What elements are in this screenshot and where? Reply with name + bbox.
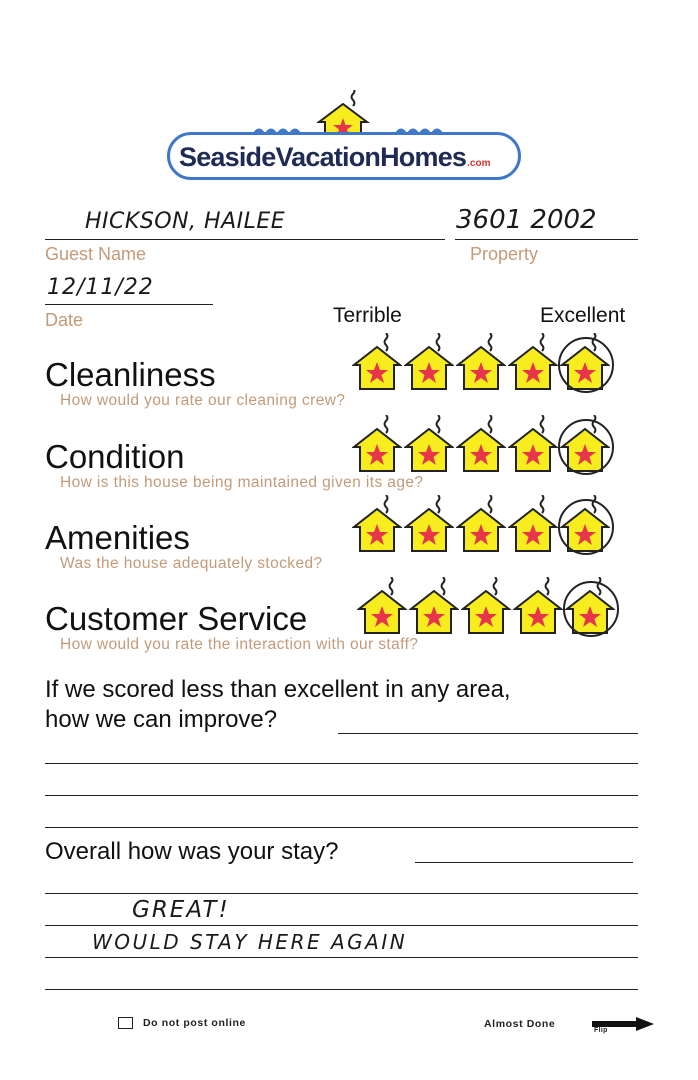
rating-house-icon[interactable]	[352, 495, 402, 553]
date-line	[45, 304, 213, 305]
rating-house-icon[interactable]	[560, 415, 610, 473]
rating-house-icon[interactable]	[409, 577, 459, 635]
rating-title: Amenities	[45, 519, 190, 556]
rating-title: Customer Service	[45, 600, 308, 637]
answer-line	[45, 795, 638, 796]
rating-title: Condition	[45, 438, 185, 475]
answer-line	[45, 893, 638, 894]
improve-prompt-line1: If we scored less than excellent in any area,	[45, 676, 511, 703]
answer-line	[338, 733, 638, 734]
almost-done-label: Almost Done	[484, 1018, 556, 1030]
brand-tld: .com	[467, 158, 491, 169]
date-value[interactable]: 12/11/22	[47, 275, 154, 300]
rating-stars	[352, 495, 622, 555]
overall-prompt: Overall how was your stay?	[45, 838, 339, 865]
rating-house-icon[interactable]	[456, 415, 506, 473]
rating-house-icon[interactable]	[508, 495, 558, 553]
brand-logo	[165, 90, 525, 190]
do-not-post-checkbox[interactable]	[118, 1017, 133, 1029]
rating-question: How would you rate our cleaning crew?	[60, 392, 346, 409]
rating-house-icon[interactable]	[352, 415, 402, 473]
answer-line	[45, 989, 638, 990]
rating-house-icon[interactable]	[357, 577, 407, 635]
rating-stars	[357, 577, 627, 637]
scale-low-label: Terrible	[333, 304, 402, 327]
rating-stars	[352, 333, 622, 393]
rating-house-icon[interactable]	[404, 495, 454, 553]
brand-wordmark: SeasideVacationHomes	[179, 142, 467, 172]
property-line	[455, 239, 638, 240]
do-not-post-label: Do not post online	[143, 1017, 246, 1029]
rating-house-icon[interactable]	[513, 577, 563, 635]
rating-title: Cleanliness	[45, 356, 216, 393]
rating-house-icon[interactable]	[560, 495, 610, 553]
rating-question: How is this house being maintained given its age?	[60, 474, 424, 491]
property-label: Property	[470, 244, 539, 264]
answer-line	[45, 925, 638, 926]
date-label: Date	[45, 310, 84, 330]
overall-answer-line1[interactable]: GREAT!	[132, 897, 230, 923]
rating-house-icon[interactable]	[560, 333, 610, 391]
rating-house-icon[interactable]	[404, 415, 454, 473]
guest-name-value[interactable]: HICKSON, HAILEE	[85, 209, 286, 234]
rating-house-icon[interactable]	[508, 333, 558, 391]
rating-house-icon[interactable]	[352, 333, 402, 391]
rating-house-icon[interactable]	[508, 415, 558, 473]
answer-line	[45, 763, 638, 764]
rating-house-icon[interactable]	[461, 577, 511, 635]
property-value[interactable]: 3601 2002	[456, 205, 597, 235]
answer-line	[45, 827, 638, 828]
rating-house-icon[interactable]	[565, 577, 615, 635]
rating-stars	[352, 415, 622, 475]
guest-name-line	[45, 239, 445, 240]
rating-house-icon[interactable]	[456, 333, 506, 391]
rating-house-icon[interactable]	[456, 495, 506, 553]
flip-label: Flip	[594, 1027, 608, 1034]
overall-answer-line2[interactable]: WOULD STAY HERE AGAIN	[92, 930, 408, 954]
answer-line	[415, 862, 633, 863]
answer-line	[45, 957, 638, 958]
rating-question: How would you rate the interaction with our staff?	[60, 636, 419, 653]
rating-house-icon[interactable]	[404, 333, 454, 391]
guest-name-label: Guest Name	[45, 244, 147, 264]
improve-prompt-line2: how we can improve?	[45, 706, 278, 733]
scale-high-label: Excellent	[540, 304, 626, 327]
rating-question: Was the house adequately stocked?	[60, 555, 323, 572]
brand-name	[179, 142, 491, 173]
